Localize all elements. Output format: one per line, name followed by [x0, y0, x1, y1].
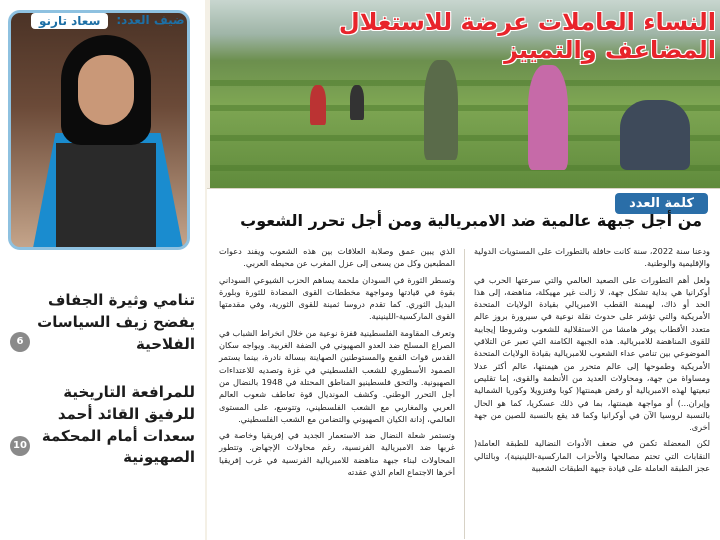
paragraph: ولعل أهم التطورات على الصعيد العالمي والتي سرعتها الحرب في أوكرانيا هي بداية تشكل جهة، لا زالت غير مهيكلة، مناهضة، إلى هذا الحد أو ذاك، لهيمنة القطب الامبريالي بقيادة الولايات المتحدة الأمريكية والتي تؤشر على حدوث نقلة نوعية في سيرورة بروز عالم متعدد الأقطاب يوفر هامشا من الاستقلالية للشعوب وشروطا إيجابية للقوى المناهضة للامبريالية. هذه الجبهة الكامنة التي تعبر عن التلاقي الموضوعي بين تنامي عداء الشعوب للامبريالية بقيادة الولايات المتحدة الأمريكية وطموحها إلى عالم متحرر من هيمنتها، عالم أكثر عدلا ومساواة من جهة، ومحاولات العديد من الأنظمة والقوى، إما تقليص تبعيتها لهذه الامبريالية أو رفض هيمنتها( كوبا وفنزويلا وكوريا الشمالية وإيران...) أو مواجهة هيمنتها، بما في ذلك عسكريا، كما هو الحال بالنسبة لروسيا الآن في أوكرانيا وكما قد يقع بالنسبة للصين من جهة أخرى.	[474, 274, 710, 433]
page-number-badge: 6	[10, 332, 30, 352]
paragraph: وتستمر شعلة النضال ضد الاستعمار الجديد في إفريقيا وخاصة في غربها ضد الامبريالية الفرنسية، رغم محاولات الإجهاض. وتتطور المحاولات لبناء جبهة مناهضة للامبريالية الفرنسية في غرب إفريقيا أخرها الاجتماع العام الذي عقدته	[219, 430, 455, 478]
paragraph: وتعرف المقاومة الفلسطينية قفزة نوعية من خلال انخراط الشباب في الصراع المسلح ضد العدو الصهيوني في الضفة الغربية. ويواجه سكان القدس قوات القمع والمستوطنين الصهاينة ببسالة نادرة، بينما يستمر الصمود الأسطوري للشعب الفلسطيني في غزة وتصديه للاعتداءات الصهيونية. والتحق فلسطينيو المناطق المحتلة في 1948 بالنضال من أجل التحرر الوطني. وكشف المونديال قوة تعاطف شعوب العالم العربي والمغاربي مع الشعب الفلسطيني، وتتوسع، على المستوى العالمي، إدانة الكيان الصهيوني والتضامن مع الشعب الفلسطيني.	[219, 327, 455, 424]
sidebar-item-saadat[interactable]	[23, 382, 195, 469]
worker-figure	[620, 100, 690, 170]
paragraph: وتسطر الثورة في السودان ملحمة يساهم الحزب الشيوعي السوداني بقوة في قيادتها ومواجهة مخططات القوى المضادة للثورة وبلورة البديل الثوري. كما تقدم دروسا ثمينة للقوى الثورية، وفي مقدمتها القوى الماركسية-اللينينية.	[219, 274, 455, 322]
guest-photo	[8, 10, 190, 250]
guest-label: ضيف العدد:	[116, 13, 185, 27]
sidebar-item-title: للمرافعة التاريخية للرفيق القائد أحمد سعدات أمام المحكمة الصهيونية	[41, 383, 195, 467]
column-divider	[464, 249, 465, 539]
editorial-headline: من أجل جبهة عالمية ضد الامبريالية ومن أجل تحرر الشعوب	[240, 211, 702, 230]
editorial-column-left	[219, 245, 455, 482]
paragraph: ودعنا سنة 2022، سنة كانت حافلة بالتطورات على المستويات الدولية والإقليمية والوطنية.	[474, 246, 710, 269]
editorial-column-right	[474, 245, 710, 478]
editorial-section	[207, 188, 720, 540]
face-shape	[78, 55, 134, 125]
worker-figure	[350, 85, 364, 120]
sidebar-item-title: تنامي وثيرة الجفاف يفضح زيف السياسات الفلاحية	[37, 291, 195, 353]
guest-tag	[31, 13, 185, 29]
dress-shape	[56, 143, 156, 250]
worker-figure	[310, 85, 326, 125]
hero-title: النساء العاملات عرضة للاستغلال المضاعف والتمييز	[338, 8, 716, 64]
paragraph: الذي يبين عمق وصلابة العلاقات بين هذه الشعوب ويفند دعوات المطبعين وكل من يسعى إلى عزل المغرب عن محيطه العربي.	[219, 246, 455, 269]
paragraph: لكن المعضلة تكمن في ضعف الأدوات النضالية للطبقة العاملة( النقابات التي تحتم مصالحها والأحزاب الماركسية-اللينينية)، وبالتالي عجز الطبقة العاملة على قيادة جبهة الطبقات الشعبية	[474, 438, 710, 474]
sidebar-item-drought[interactable]	[23, 290, 195, 355]
page-number-badge: 10	[10, 436, 30, 456]
worker-figure	[424, 60, 458, 160]
sidebar	[0, 0, 205, 540]
editorial-tag: كلمة العدد	[615, 193, 708, 214]
guest-name: سعاد تارنو	[31, 13, 108, 29]
worker-figure	[528, 65, 568, 170]
